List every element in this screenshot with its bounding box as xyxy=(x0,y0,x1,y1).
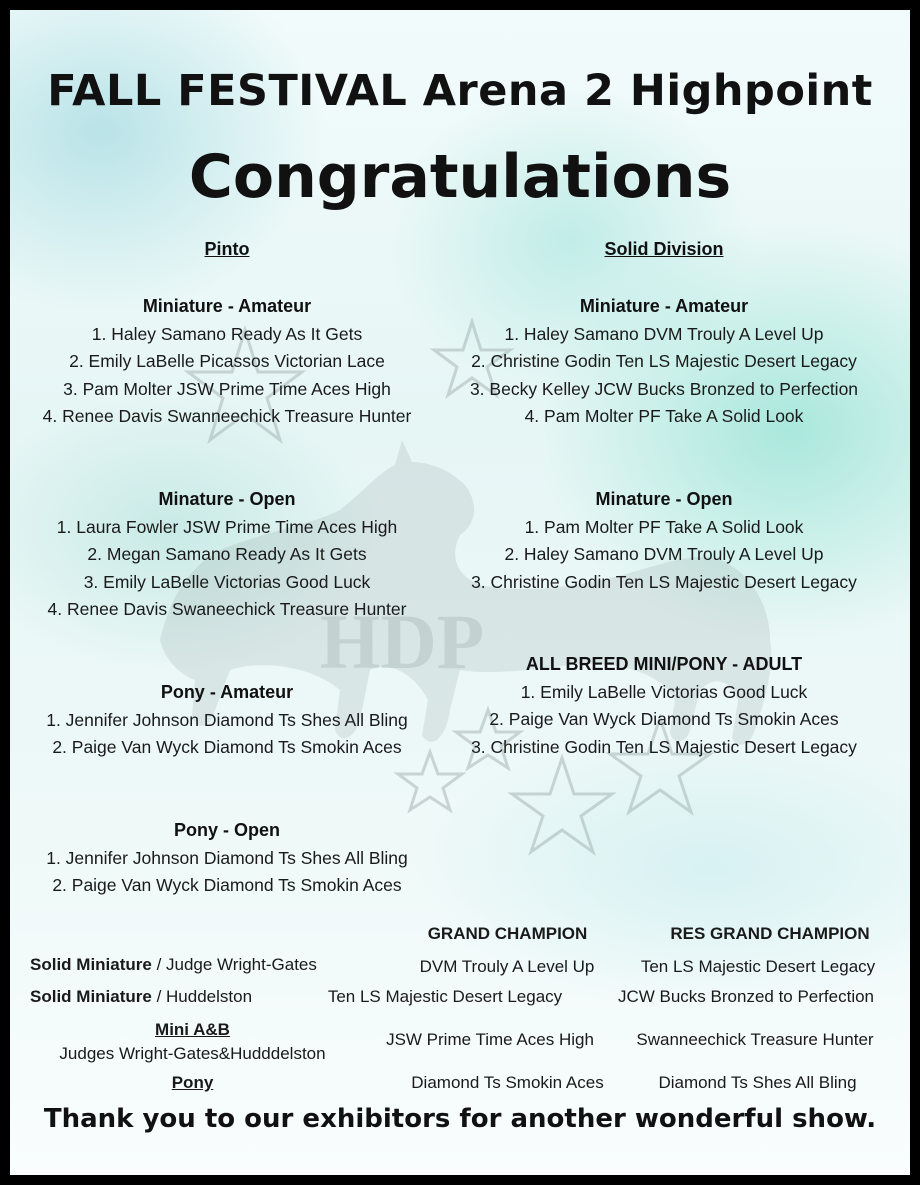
result-entry: 1. Haley Samano Ready As It Gets xyxy=(91,323,363,344)
pinto-pony-amateur xyxy=(10,679,447,762)
grand-champion-cell: Diamond Ts Smokin Aces xyxy=(411,1073,604,1092)
grand-champion-header: GRAND CHAMPION xyxy=(427,924,588,943)
section-title: Minature - Open xyxy=(158,489,296,509)
hdp-watermark-text: HDP xyxy=(319,598,485,685)
thank-you-footer: Thank you to our exhibitors for another wonderful show. xyxy=(43,1104,877,1134)
class-name: Pony xyxy=(171,1073,214,1092)
result-entry: 1. Jennifer Johnson Diamond Ts Shes All Bling xyxy=(46,847,408,868)
solid-division-heading: Solid Division xyxy=(604,239,724,259)
reserve-champion-cell: Ten LS Majestic Desert Legacy xyxy=(640,957,876,976)
result-entry: 1. Emily LaBelle Victorias Good Luck xyxy=(520,681,808,702)
result-entry: 1. Jennifer Johnson Diamond Ts Shes All Bling xyxy=(46,709,408,730)
section-title: ALL BREED MINI/PONY - ADULT xyxy=(525,654,803,674)
section-title: Pony - Amateur xyxy=(160,682,294,702)
result-entry: 3. Emily LaBelle Victorias Good Luck xyxy=(83,571,371,592)
judge-name: Judges Wright-Gates&Hudddelston xyxy=(59,1044,326,1063)
result-entry: 2. Megan Samano Ready As It Gets xyxy=(87,544,367,564)
section-title: Miniature - Amateur xyxy=(579,296,749,316)
class-label xyxy=(30,987,252,1007)
all-breed-mini-pony-adult xyxy=(444,651,884,761)
result-entry: 2. Haley Samano DVM Trouly A Level Up xyxy=(504,544,824,564)
class-label xyxy=(30,955,317,975)
result-entry: 2. Paige Van Wyck Diamond Ts Smokin Aces xyxy=(52,875,402,895)
result-entry: 2. Emily LaBelle Picassos Victorian Lace xyxy=(69,351,385,371)
section-title: Minature - Open xyxy=(595,489,733,509)
grand-champion-cell: JSW Prime Time Aces High xyxy=(386,1030,594,1049)
reserve-champion-cell: Swanneechick Treasure Hunter xyxy=(636,1030,874,1049)
congratulations-heading: Congratulations xyxy=(188,142,732,212)
pinto-division-heading: Pinto xyxy=(204,239,250,259)
result-entry: 1. Laura Fowler JSW Prime Time Aces High xyxy=(56,516,398,537)
reserve-champion-header: RES GRAND CHAMPION xyxy=(670,924,870,943)
result-entry: 2. Paige Van Wyck Diamond Ts Smokin Aces xyxy=(489,709,839,729)
judge-name: / Huddelston xyxy=(151,987,253,1006)
result-entry: 3. Christine Godin Ten LS Majestic Desert Legacy xyxy=(471,571,857,592)
section-title: Pony - Open xyxy=(173,820,280,840)
poster xyxy=(10,10,910,1175)
section-title: Miniature - Amateur xyxy=(142,296,312,316)
result-entry: 3. Pam Molter JSW Prime Time Aces High xyxy=(63,378,391,399)
result-entry: 2. Paige Van Wyck Diamond Ts Smokin Aces xyxy=(52,737,402,757)
solid-miniature-amateur xyxy=(444,293,884,431)
result-entry: 4. Renee Davis Swaneechick Treasure Hunter xyxy=(47,599,407,619)
page-title: FALL FESTIVAL Arena 2 Highpoint xyxy=(47,66,873,116)
result-entry: 4. Pam Molter PF Take A Solid Look xyxy=(524,406,804,426)
result-entry: 3. Becky Kelley JCW Bucks Bronzed to Perfection xyxy=(469,378,859,399)
reserve-champion-cell: Diamond Ts Shes All Bling xyxy=(658,1073,857,1092)
grand-champion-cell: Ten LS Majestic Desert Legacy xyxy=(327,987,563,1006)
result-entry: 4. Renee Davis Swanneechick Treasure Hunter xyxy=(42,406,412,426)
result-entry: 1. Haley Samano DVM Trouly A Level Up xyxy=(504,323,824,344)
result-entry: 1. Pam Molter PF Take A Solid Look xyxy=(524,516,804,537)
solid-miniature-open xyxy=(444,486,884,596)
class-name: Solid Miniature xyxy=(30,987,152,1006)
pinto-pony-open xyxy=(10,817,447,900)
pinto-miniature-open xyxy=(10,486,447,624)
pinto-miniature-amateur xyxy=(10,293,447,431)
reserve-champion-cell: JCW Bucks Bronzed to Perfection xyxy=(617,987,875,1006)
star-icon xyxy=(512,758,612,852)
class-name: Mini A&B xyxy=(155,1020,230,1039)
result-entry: 3. Christine Godin Ten LS Majestic Desert Legacy xyxy=(471,736,857,757)
class-name: Solid Miniature xyxy=(30,955,152,974)
judge-name: / Judge Wright-Gates xyxy=(151,955,317,974)
grand-champion-cell: DVM Trouly A Level Up xyxy=(419,957,595,976)
result-entry: 2. Christine Godin Ten LS Majestic Desert Legacy xyxy=(471,351,857,371)
